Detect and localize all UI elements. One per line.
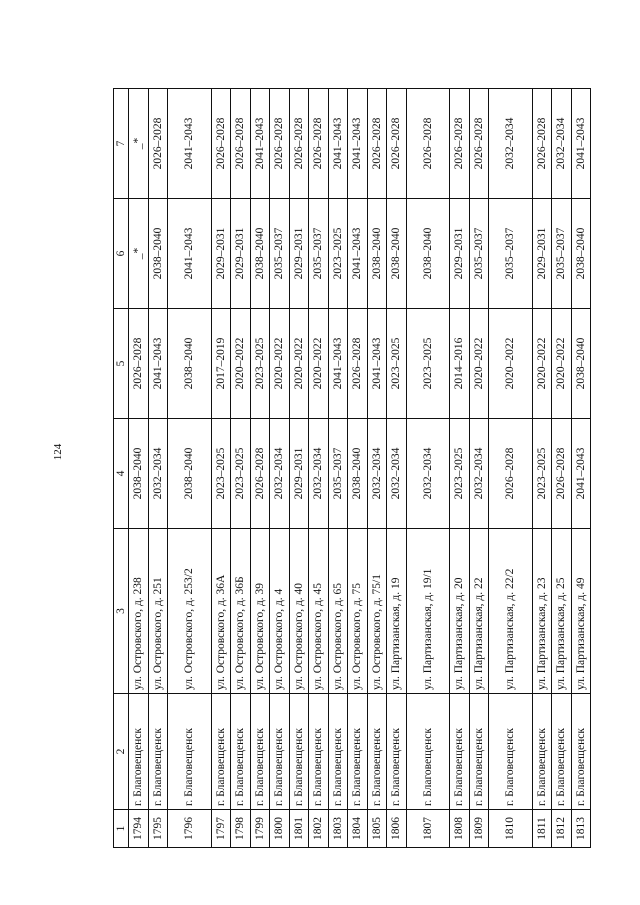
period-cell: 2026–2028	[469, 89, 489, 199]
period-cell: 2035–2037	[489, 199, 533, 309]
period-cell: 2041–2043	[250, 89, 270, 199]
address-cell: ул. Партизанская, д. 25	[552, 529, 572, 694]
period-cell: 2038–2040	[571, 309, 591, 419]
row-number: 1799	[250, 810, 270, 848]
city-cell: г. Благовещенск	[129, 694, 149, 810]
table-row	[552, 89, 572, 848]
row-number: 1808	[450, 810, 470, 848]
period-cell: 2041–2043	[571, 89, 591, 199]
row-number: 1801	[289, 810, 309, 848]
period-cell: 2038–2040	[250, 199, 270, 309]
address-cell: ул. Островского, д. 39	[250, 529, 270, 694]
period-cell: 2023–2025	[328, 199, 348, 309]
period-cell: 2032–2034	[552, 89, 572, 199]
address-cell: ул. Островского, д. 75	[348, 529, 368, 694]
period-cell: 2032–2034	[148, 419, 168, 529]
period-cell: 2023–2025	[532, 419, 552, 529]
period-cell: 2038–2040	[348, 419, 368, 529]
period-cell: _*	[129, 89, 149, 199]
period-cell: 2038–2040	[571, 199, 591, 309]
row-number: 1795	[148, 810, 168, 848]
address-cell: ул. Островского, д. 238	[129, 529, 149, 694]
column-header: 5	[114, 309, 129, 419]
period-cell: 2026–2028	[406, 89, 450, 199]
period-cell: 2038–2040	[168, 309, 212, 419]
address-cell: ул. Партизанская, д. 22	[469, 529, 489, 694]
table-row	[289, 89, 309, 848]
period-cell: 2041–2043	[571, 419, 591, 529]
period-cell: 2017–2019	[211, 309, 231, 419]
row-number: 1809	[469, 810, 489, 848]
period-cell: 2020–2022	[309, 309, 329, 419]
period-cell: 2041–2043	[328, 89, 348, 199]
row-number: 1798	[231, 810, 251, 848]
row-number: 1812	[552, 810, 572, 848]
column-header: 1	[114, 810, 129, 848]
column-header: 4	[114, 419, 129, 529]
table-row	[211, 89, 231, 848]
period-cell: 2020–2022	[231, 309, 251, 419]
city-cell: г. Благовещенск	[309, 694, 329, 810]
period-cell: 2020–2022	[532, 309, 552, 419]
city-cell: г. Благовещенск	[231, 694, 251, 810]
row-number: 1806	[387, 810, 407, 848]
period-cell: 2023–2025	[406, 309, 450, 419]
table-row	[129, 89, 149, 848]
period-cell: 2032–2034	[469, 419, 489, 529]
city-cell: г. Благовещенск	[571, 694, 591, 810]
address-cell: ул. Островского, д. 65	[328, 529, 348, 694]
period-cell: 2023–2025	[211, 419, 231, 529]
city-cell: г. Благовещенск	[211, 694, 231, 810]
period-cell: 2035–2037	[552, 199, 572, 309]
row-number: 1794	[129, 810, 149, 848]
period-cell: 2026–2028	[552, 419, 572, 529]
period-cell: 2035–2037	[469, 199, 489, 309]
period-cell: 2026–2028	[250, 419, 270, 529]
address-cell: ул. Островского, д. 75/1	[367, 529, 387, 694]
period-cell: 2026–2028	[532, 89, 552, 199]
city-cell: г. Благовещенск	[168, 694, 212, 810]
period-cell: 2038–2040	[148, 199, 168, 309]
table-row	[328, 89, 348, 848]
period-cell: 2023–2025	[450, 419, 470, 529]
period-cell: 2020–2022	[552, 309, 572, 419]
table-row	[387, 89, 407, 848]
city-cell: г. Благовещенск	[489, 694, 533, 810]
city-cell: г. Благовещенск	[250, 694, 270, 810]
period-cell: 2026–2028	[489, 419, 533, 529]
period-cell: 2026–2028	[450, 89, 470, 199]
address-cell: ул. Островского, д. 45	[309, 529, 329, 694]
period-cell: 2032–2034	[309, 419, 329, 529]
column-header: 2	[114, 694, 129, 810]
period-cell: 2041–2043	[348, 89, 368, 199]
city-cell: г. Благовещенск	[367, 694, 387, 810]
table-row	[231, 89, 251, 848]
row-number: 1803	[328, 810, 348, 848]
period-cell: 2026–2028	[231, 89, 251, 199]
period-cell: 2014–2016	[450, 309, 470, 419]
table-row	[532, 89, 552, 848]
table-header-row	[114, 89, 129, 848]
period-cell: 2020–2022	[289, 309, 309, 419]
period-cell: 2041–2043	[367, 309, 387, 419]
period-cell: 2029–2031	[231, 199, 251, 309]
period-cell: 2035–2037	[328, 419, 348, 529]
period-cell: 2032–2034	[406, 419, 450, 529]
row-number: 1800	[270, 810, 290, 848]
table-row	[367, 89, 387, 848]
period-cell: 2038–2040	[129, 419, 149, 529]
table-row	[309, 89, 329, 848]
period-cell: 2035–2037	[270, 199, 290, 309]
row-number: 1813	[571, 810, 591, 848]
address-cell: ул. Островского, д. 253/2	[168, 529, 212, 694]
table-row	[250, 89, 270, 848]
city-cell: г. Благовещенск	[450, 694, 470, 810]
period-cell: 2026–2028	[211, 89, 231, 199]
city-cell: г. Благовещенск	[270, 694, 290, 810]
address-cell: ул. Островского, д. 36А	[211, 529, 231, 694]
address-cell: ул. Островского, д. 251	[148, 529, 168, 694]
period-cell: 2026–2028	[387, 89, 407, 199]
city-cell: г. Благовещенск	[289, 694, 309, 810]
city-cell: г. Благовещенск	[552, 694, 572, 810]
period-cell: 2020–2022	[270, 309, 290, 419]
period-cell: 2020–2022	[489, 309, 533, 419]
period-cell: 2041–2043	[168, 89, 212, 199]
address-cell: ул. Партизанская, д. 19/1	[406, 529, 450, 694]
period-cell: 2029–2031	[289, 199, 309, 309]
row-number: 1796	[168, 810, 212, 848]
period-cell: 2029–2031	[450, 199, 470, 309]
city-cell: г. Благовещенск	[469, 694, 489, 810]
period-cell: 2038–2040	[406, 199, 450, 309]
period-cell: 2029–2031	[289, 419, 309, 529]
period-cell: 2023–2025	[231, 419, 251, 529]
period-cell: 2029–2031	[532, 199, 552, 309]
column-header: 7	[114, 89, 129, 199]
period-cell: 2026–2028	[129, 309, 149, 419]
city-cell: г. Благовещенск	[387, 694, 407, 810]
address-cell: ул. Островского, д. 36Б	[231, 529, 251, 694]
period-cell: 2041–2043	[148, 309, 168, 419]
period-cell: 2026–2028	[270, 89, 290, 199]
column-header: 6	[114, 199, 129, 309]
city-cell: г. Благовещенск	[348, 694, 368, 810]
address-cell: ул. Островского, д. 40	[289, 529, 309, 694]
table-row	[571, 89, 591, 848]
row-number: 1802	[309, 810, 329, 848]
city-cell: г. Благовещенск	[328, 694, 348, 810]
period-cell: 2023–2025	[387, 309, 407, 419]
period-cell: 2041–2043	[168, 199, 212, 309]
period-cell: _*	[129, 199, 149, 309]
table-row	[489, 89, 533, 848]
page-number: 124	[52, 443, 64, 461]
period-cell: 2026–2028	[309, 89, 329, 199]
period-cell: 2032–2034	[387, 419, 407, 529]
row-number: 1797	[211, 810, 231, 848]
city-cell: г. Благовещенск	[148, 694, 168, 810]
period-cell: 2038–2040	[168, 419, 212, 529]
table-row	[148, 89, 168, 848]
table-row	[270, 89, 290, 848]
rotated-table-container	[113, 89, 591, 848]
row-number: 1807	[406, 810, 450, 848]
period-cell: 2032–2034	[270, 419, 290, 529]
period-cell: 2032–2034	[367, 419, 387, 529]
period-cell: 2023–2025	[250, 309, 270, 419]
address-cell: ул. Островского, д. 4	[270, 529, 290, 694]
period-cell: 2032–2034	[489, 89, 533, 199]
period-cell: 2029–2031	[211, 199, 231, 309]
row-number: 1810	[489, 810, 533, 848]
city-cell: г. Благовещенск	[406, 694, 450, 810]
period-cell: 2026–2028	[348, 309, 368, 419]
period-cell: 2038–2040	[387, 199, 407, 309]
period-cell: 2038–2040	[367, 199, 387, 309]
row-number: 1804	[348, 810, 368, 848]
city-cell: г. Благовещенск	[532, 694, 552, 810]
address-cell: ул. Партизанская, д. 20	[450, 529, 470, 694]
address-cell: ул. Партизанская, д. 49	[571, 529, 591, 694]
period-cell: 2020–2022	[469, 309, 489, 419]
table-row	[469, 89, 489, 848]
period-cell: 2026–2028	[367, 89, 387, 199]
period-cell: 2026–2028	[148, 89, 168, 199]
table-row	[348, 89, 368, 848]
address-cell: ул. Партизанская, д. 23	[532, 529, 552, 694]
row-number: 1805	[367, 810, 387, 848]
row-number: 1811	[532, 810, 552, 848]
table-row	[168, 89, 212, 848]
period-cell: 2041–2043	[348, 199, 368, 309]
table-row	[406, 89, 450, 848]
period-cell: 2041–2043	[328, 309, 348, 419]
address-cell: ул. Партизанская, д. 19	[387, 529, 407, 694]
period-cell: 2035–2037	[309, 199, 329, 309]
period-cell: 2026–2028	[289, 89, 309, 199]
column-header: 3	[114, 529, 129, 694]
address-cell: ул. Партизанская, д. 22/2	[489, 529, 533, 694]
housing-register-table	[113, 88, 591, 848]
table-row	[450, 89, 470, 848]
